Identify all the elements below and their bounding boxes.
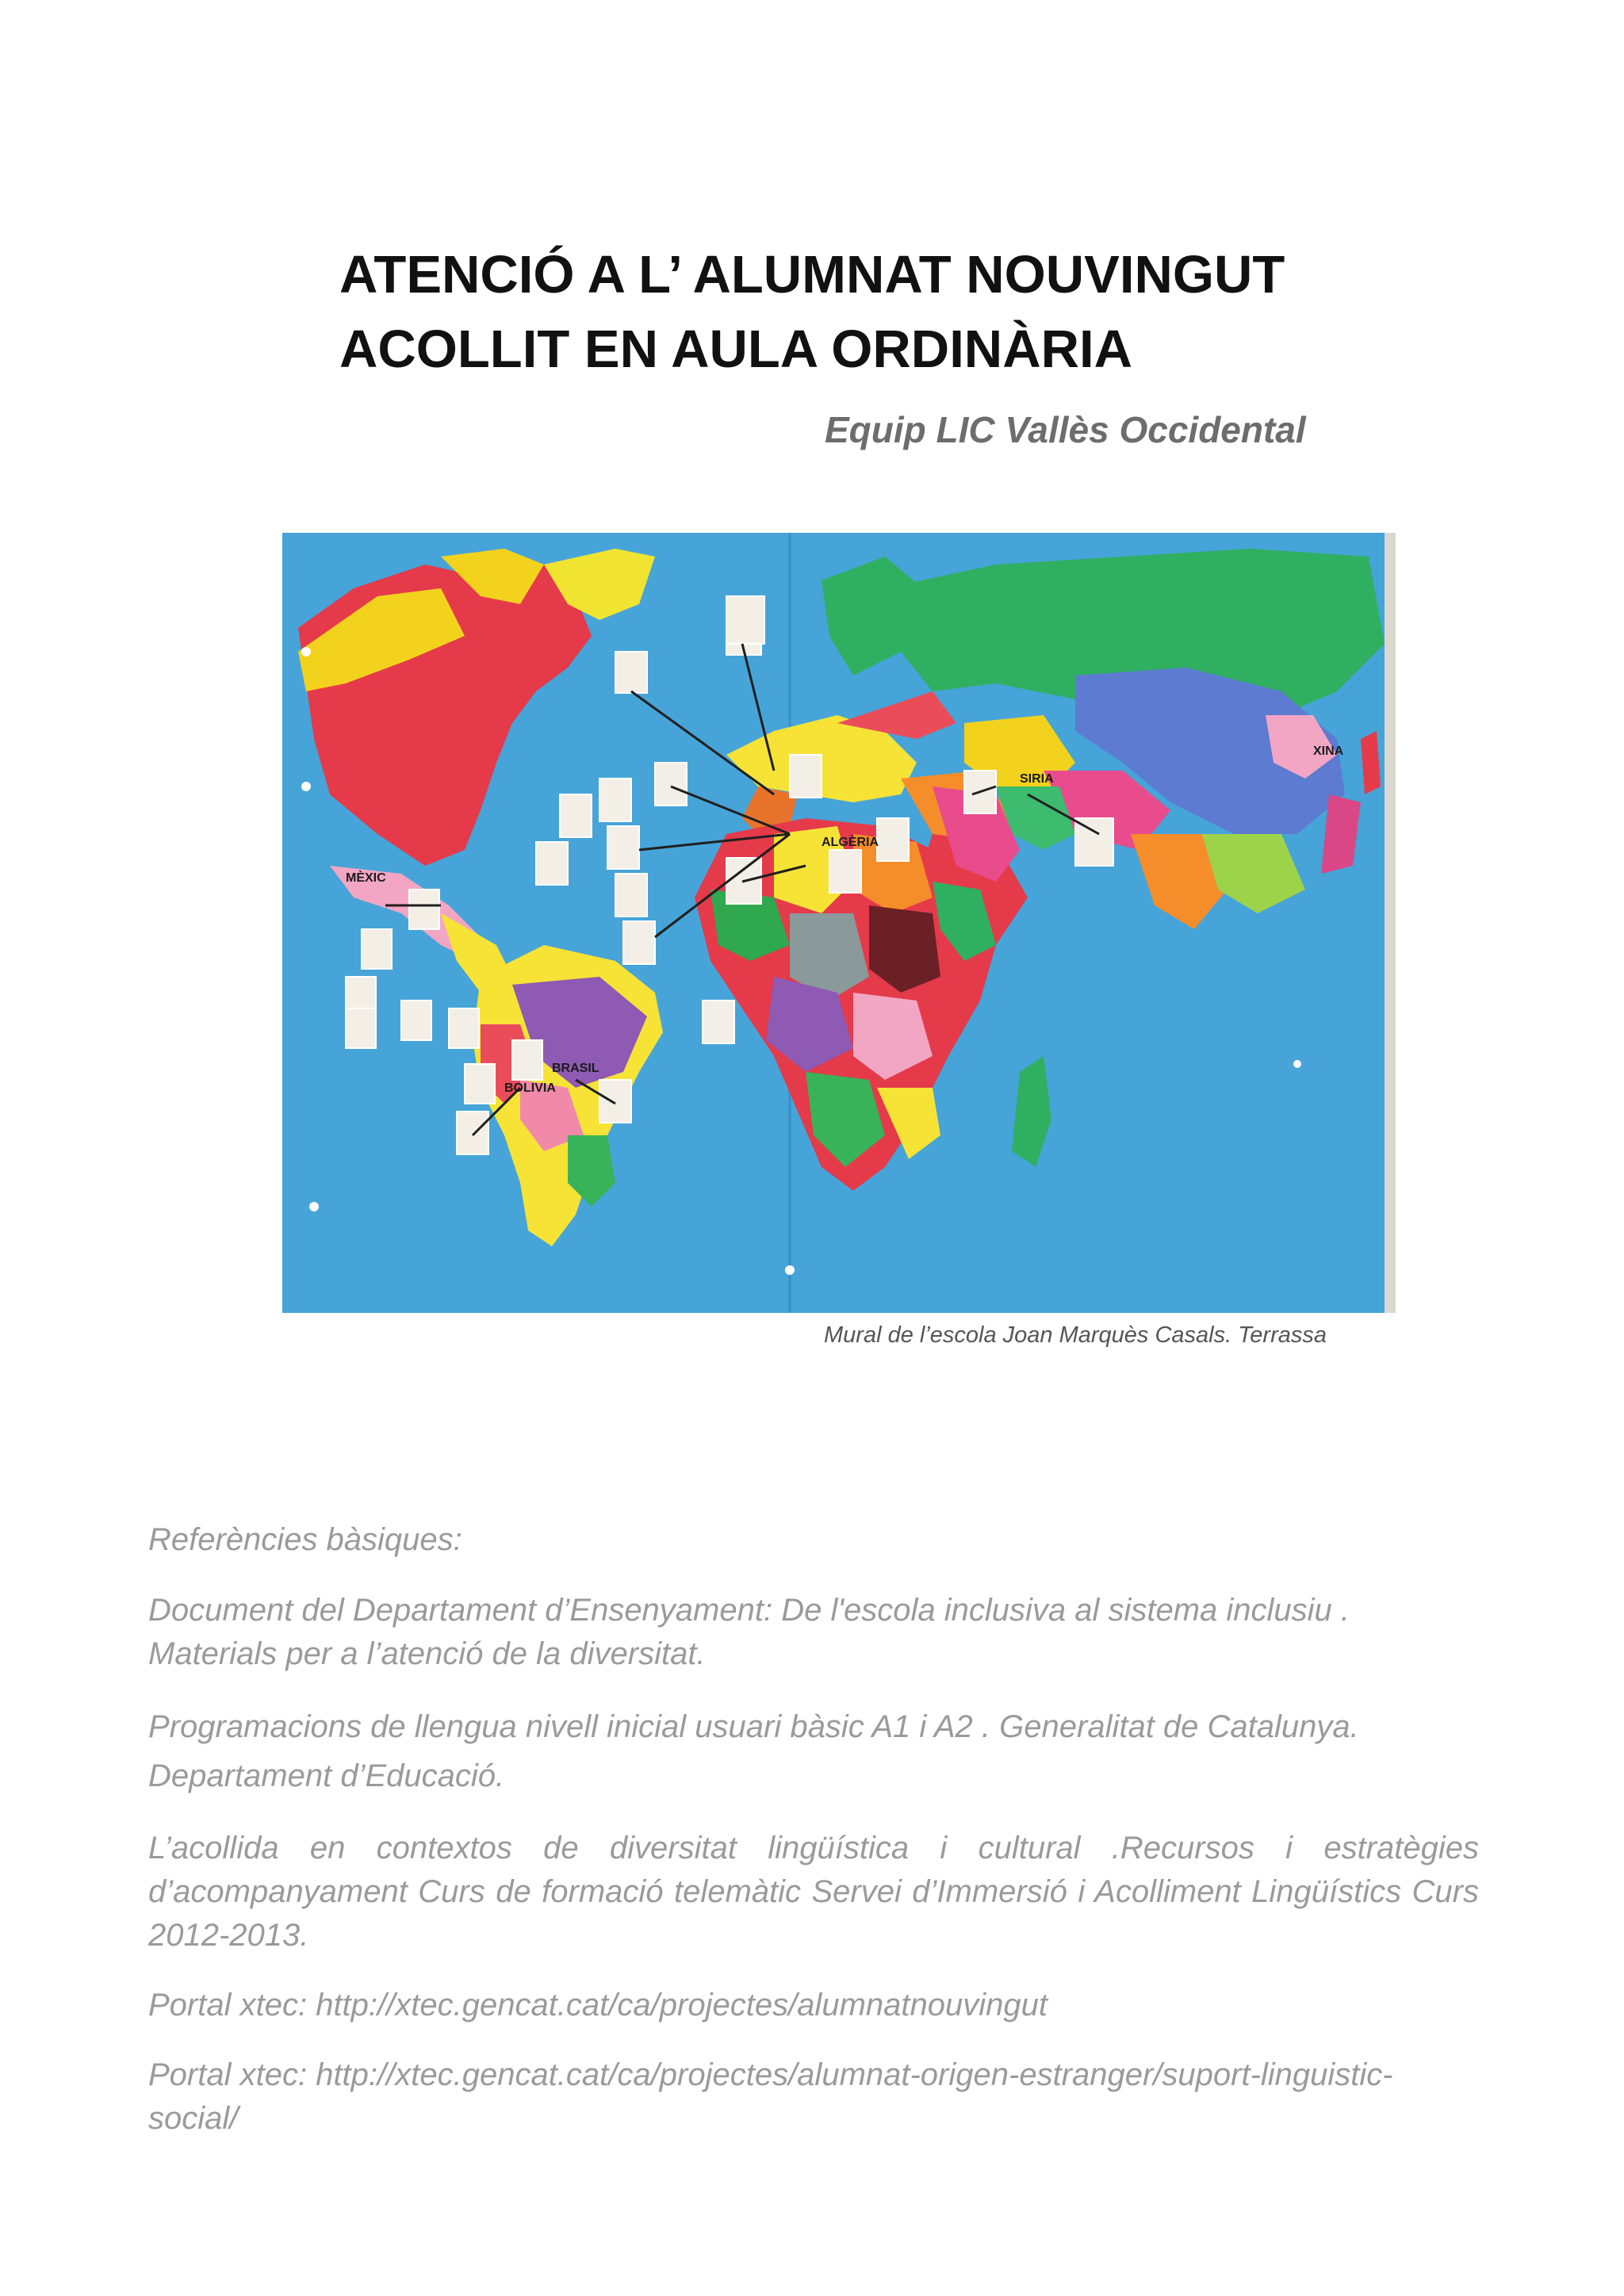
- reference-item-3: L’acollida en contextos de diversitat lingüística i cultural .Recursos i estratègies d’acompanyament Curs de formació telemàtic Servei d’Immersió i Acolliment Lingüístics Curs 2012-2013.: [148, 1831, 1479, 1953]
- reference-item-1: [148, 1589, 1479, 1676]
- reference-item-2-line-1: Programacions de llengua nivell inicial usuari bàsic A1 i A2 . Generalitat de Catalunya.: [148, 1709, 1359, 1744]
- map-label-siria: SIRIA: [1020, 772, 1054, 786]
- map-label-brasil: BRASIL: [552, 1062, 599, 1075]
- map-label-bolivia: BOLIVIA: [504, 1081, 556, 1095]
- world-map-mural-photo: [282, 533, 1396, 1313]
- references-section: [148, 1518, 1479, 2167]
- document-title: [339, 238, 1450, 387]
- reference-item-2-line-2: Departament d’Educació.: [148, 1758, 505, 1793]
- reference-item-5-line-2: social/: [148, 2101, 239, 2136]
- reference-item-1-line-1: Document del Departament d’Ensenyament: De l'escola inclusiva al sistema inclusiu .: [148, 1593, 1350, 1628]
- reference-item-4: Portal xtec: http://xtec.gencat.cat/ca/projectes/alumnatnouvingut: [148, 1988, 1048, 2022]
- references-heading: Referències bàsiques:: [148, 1522, 462, 1557]
- map-label-mexic: MÈXIC: [346, 871, 386, 885]
- author-line: Equip LIC Vallès Occidental: [825, 409, 1306, 450]
- map-label-xina: XINA: [1313, 744, 1344, 758]
- reference-item-5: [148, 2053, 1479, 2141]
- title-line-1: ATENCIÓ A L’ ALUMNAT NOUVINGUT: [339, 245, 1285, 304]
- reference-item-1-line-2: Materials per a l’atenció de la diversitat.: [148, 1636, 706, 1671]
- title-line-2: ACOLLIT EN AULA ORDINÀRIA: [339, 320, 1132, 379]
- reference-item-5-line-1: Portal xtec: http://xtec.gencat.cat/ca/projectes/alumnat-origen-estranger/suport-linguistic-: [148, 2057, 1393, 2092]
- map-label-algeria: ALGÈRIA: [822, 836, 879, 849]
- figure-caption: Mural de l’escola Joan Marquès Casals. Terrassa: [824, 1322, 1327, 1348]
- reference-item-2: [148, 1702, 1479, 1800]
